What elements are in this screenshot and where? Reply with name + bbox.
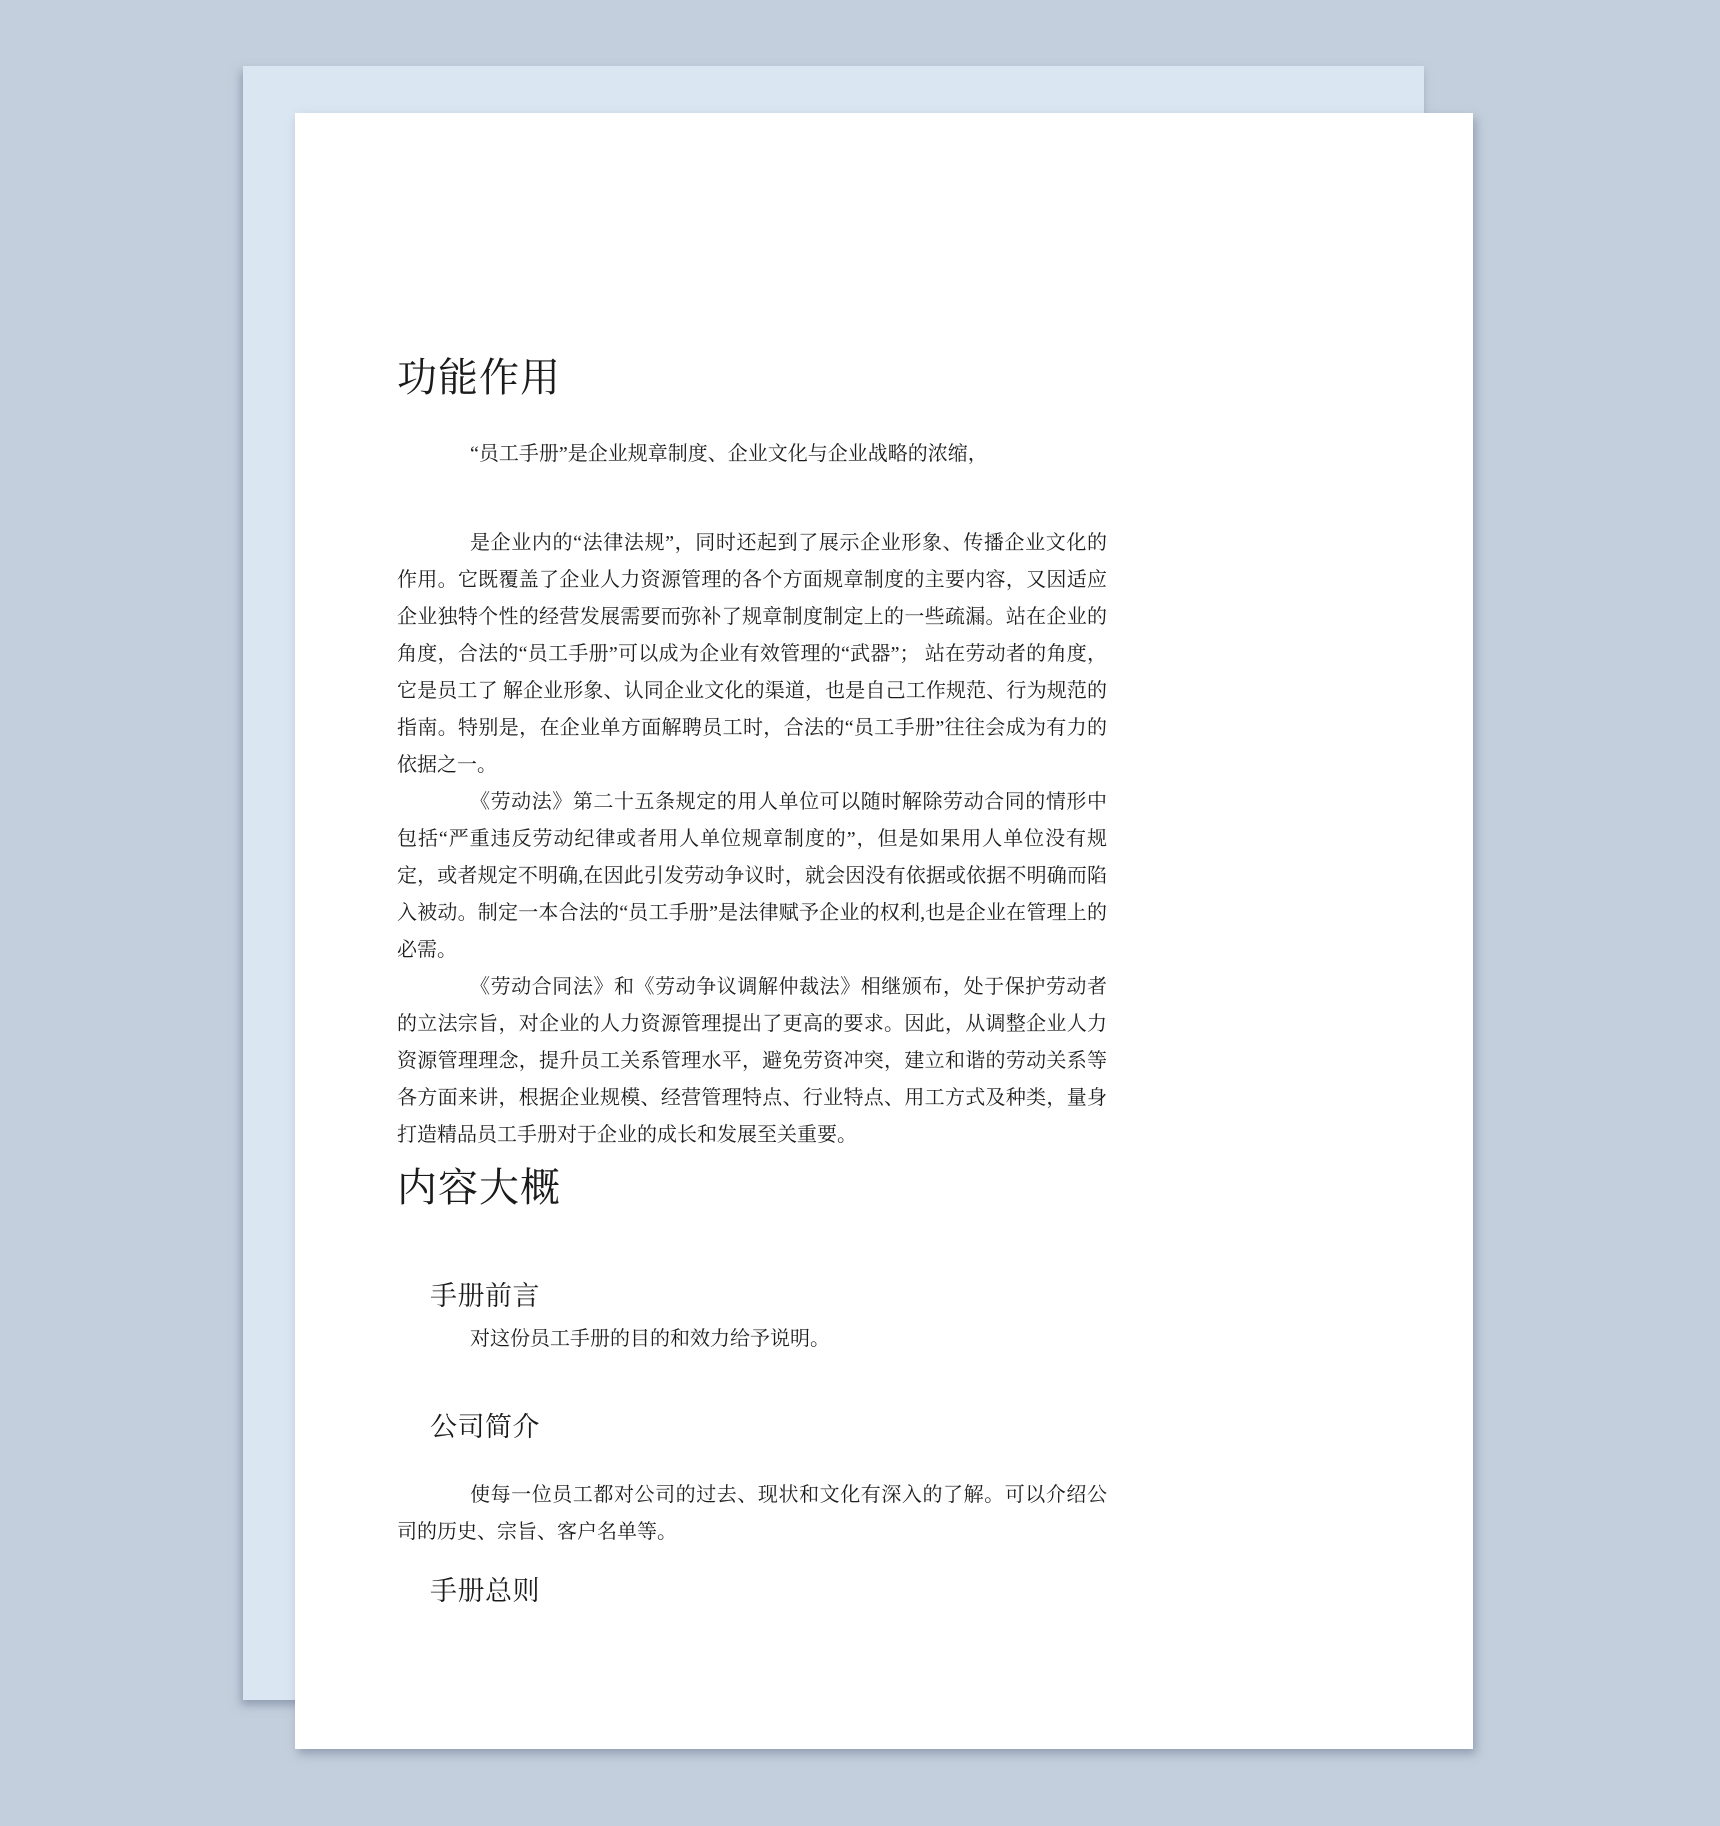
paragraph-labor-law: 《劳动法》第二十五条规定的用人单位可以随时解除劳动合同的情形中包括“严重违反劳动纪律或者用人单位规章制度的”，但是如果用人单位没有规定，或者规定不明确,在因此引发劳动争议时，就会因没有依据或依据不明确而陷入被动。制定一本合法的“员工手册”是法律赋予企业的权利,也是企业在管理上的必需。 (397, 791, 1107, 961)
section-heading-outline: 内容大概 (397, 1166, 561, 1210)
paragraph-summary: “员工手册”是企业规章制度、企业文化与企业战略的浓缩， (470, 443, 988, 465)
document-page (295, 113, 1473, 1749)
section-heading-function: 功能作用 (397, 356, 561, 400)
subheading-handbook-foreword: 手册前言 (430, 1281, 540, 1311)
paragraph-labor-contract-law: 《劳动合同法》和《劳动争议调解仲裁法》相继颁布，处于保护劳动者的立法宗旨，对企业的人力资源管理提出了更高的要求。因此，从调整企业人力资源管理理念，提升员工关系管理水平，避免劳资冲突，建立和谐的劳动关系等各方面来讲，根据企业规模、经营管理特点、行业特点、用工方式及种类，量身打造精品员工手册对于企业的成长和发展至关重要。 (397, 976, 1107, 1146)
paragraph-legal-rules: 是企业内的“法律法规”，同时还起到了展示企业形象、传播企业文化的作用。它既覆盖了企业人力资源管理的各个方面规章制度的主要内容，又因适应企业独特个性的经营发展需要而弥补了规章制度制定上的一些疏漏。站在企业的角度，合法的“员工手册”可以成为企业有效管理的“武器”； 站在劳动者的角度，它是员工了 解企业形象、认同企业文化的渠道，也是自己工作规范、行为规范的指南。特别是，在企业单方面解聘员工时，合法的“员工手册”往往会成为有力的依据之一。 (397, 532, 1107, 776)
paragraph-company-profile: 使每一位员工都对公司的过去、现状和文化有深入的了解。可以介绍公司的历史、宗旨、客户名单等。 (397, 1483, 1107, 1543)
document-content (397, 113, 1107, 1607)
paragraph-handbook-foreword: 对这份员工手册的目的和效力给予说明。 (470, 1328, 830, 1351)
subheading-company-profile: 公司简介 (430, 1412, 540, 1443)
subheading-handbook-general-rules: 手册总则 (430, 1575, 540, 1606)
